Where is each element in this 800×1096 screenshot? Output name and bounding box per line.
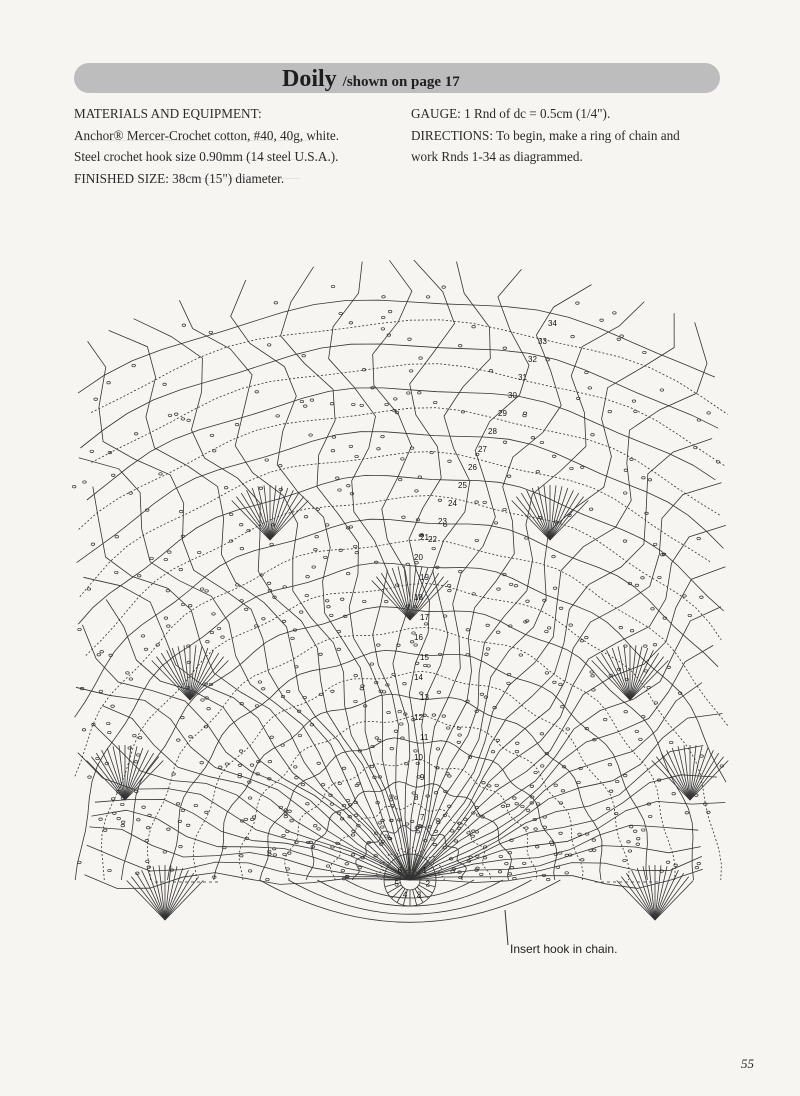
insert-hook-note: Insert hook in chain. <box>510 942 618 956</box>
round-label: 13 <box>420 693 429 702</box>
round-label: 30 <box>508 391 517 400</box>
title-subtitle: /shown on page 17 <box>342 74 460 90</box>
round-label: 19 <box>420 573 429 582</box>
round-label: 11 <box>420 733 429 742</box>
round-label: 18 <box>414 593 423 602</box>
round-label: 23 <box>438 517 447 526</box>
round-label: 16 <box>414 633 423 642</box>
round-label: 29 <box>498 409 507 418</box>
round-label: 12 <box>414 713 423 722</box>
round-label: 8 <box>414 793 419 802</box>
gauge-text: GAUGE: 1 Rnd of dc = 0.5cm (1/4"). <box>411 106 611 121</box>
round-label: 32 <box>528 355 537 364</box>
page-title <box>282 63 460 95</box>
materials-hook: Steel crochet hook size 0.90mm (14 steel U.S.A.). <box>74 149 339 164</box>
title-main: Doily <box>282 66 337 92</box>
round-label: 14 <box>414 673 423 682</box>
round-label: 22 <box>428 535 437 544</box>
round-label: 17 <box>420 613 429 622</box>
round-label: 25 <box>458 481 467 490</box>
round-label: 6 <box>397 865 403 875</box>
round-label: 15 <box>420 653 429 662</box>
round-label: 34 <box>548 319 557 328</box>
page-number: 55 <box>741 1056 754 1071</box>
materials-heading: MATERIALS AND EQUIPMENT: <box>74 106 262 121</box>
round-label: 3 <box>416 890 422 900</box>
round-label: 9 <box>420 773 425 782</box>
round-label: 5 <box>394 879 399 889</box>
round-label: 26 <box>468 463 477 472</box>
crochet-chart <box>70 250 730 1000</box>
materials-thread: Anchor® Mercer-Crochet cotton, #40, 40g, white. <box>74 127 340 143</box>
round-label: 27 <box>478 445 487 454</box>
round-label: 21 <box>420 533 429 542</box>
round-label: 31 <box>518 373 527 382</box>
round-label: 4 <box>402 890 408 900</box>
gauge-column <box>411 103 680 168</box>
round-label: 24 <box>448 499 457 508</box>
round-label: 28 <box>488 427 497 436</box>
finished-size: FINISHED SIZE: 38cm (15") diameter. <box>74 170 285 186</box>
round-label: 10 <box>414 753 423 762</box>
round-label: 20 <box>414 553 423 562</box>
directions-line-2: work Rnds 1-34 as diagrammed. <box>411 149 583 164</box>
round-label: 1 <box>422 866 427 876</box>
round-label: 33 <box>538 337 547 346</box>
directions-line-1: DIRECTIONS: To begin, make a ring of chain and <box>411 127 680 143</box>
materials-column <box>74 103 339 189</box>
round-label: 7 <box>420 813 425 822</box>
round-label: 2 <box>425 879 431 889</box>
